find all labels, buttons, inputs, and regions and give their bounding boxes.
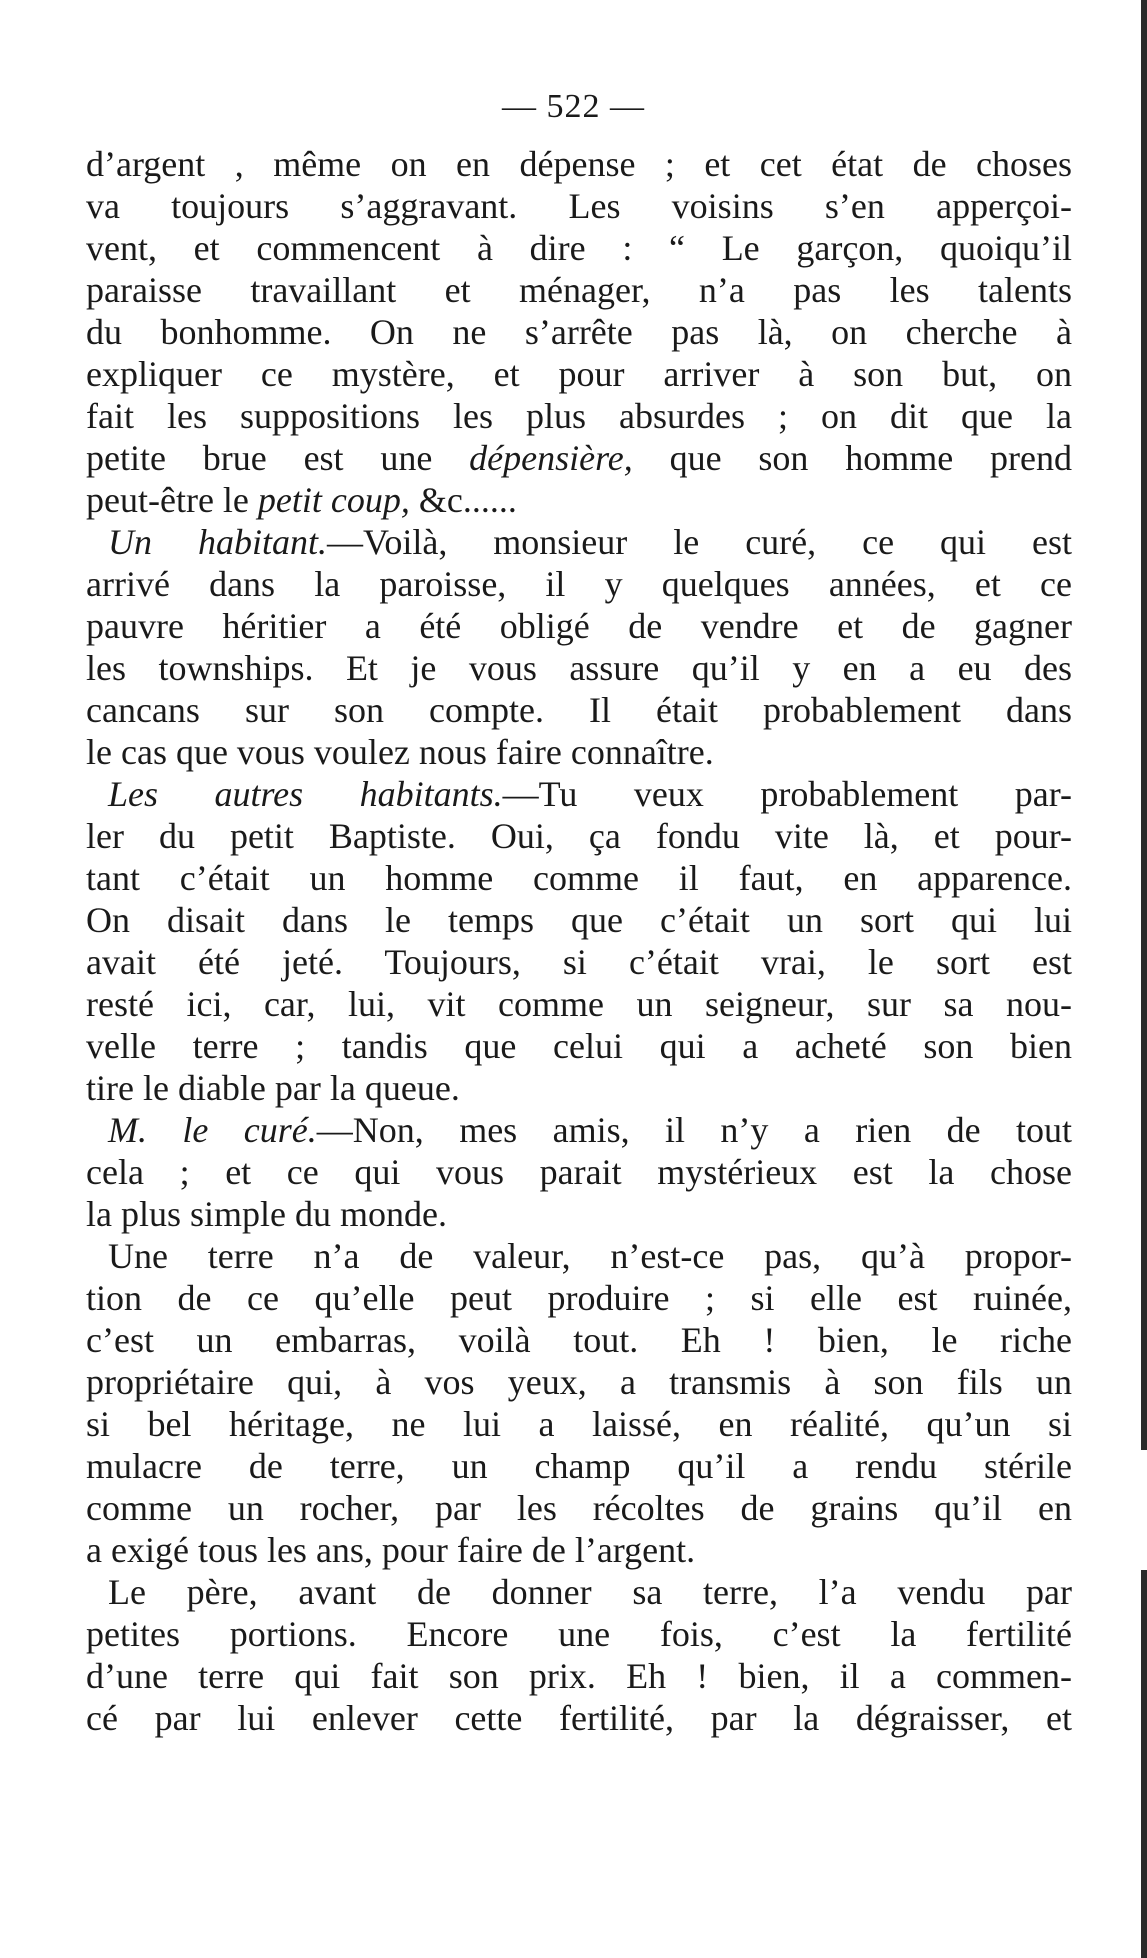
text-line: tire le diable par la queue. bbox=[86, 1068, 460, 1108]
dialogue-line: Les autres habitants.—Tu veux probablement par- bbox=[108, 774, 1072, 814]
text-line: mulacre de terre, un champ qu’il a rendu stérile bbox=[86, 1446, 1072, 1486]
text-line: velle terre ; tandis que celui qui a acheté son bien bbox=[86, 1026, 1072, 1066]
text-line: du bonhomme. On ne s’arrête pas là, on cherche à bbox=[86, 312, 1072, 352]
text-line: cé par lui enlever cette fertilité, par la dégraisser, et bbox=[86, 1698, 1072, 1738]
text-line: pauvre héritier a été obligé de vendre et de gagner bbox=[86, 606, 1072, 646]
speaker-label: Les autres habitants. bbox=[108, 774, 503, 814]
text-line: avait été jeté. Toujours, si c’était vrai, le sort est bbox=[86, 942, 1072, 982]
dialogue-line: Un habitant.—Voilà, monsieur le curé, ce qui est bbox=[108, 522, 1072, 562]
text-line: paraisse travaillant et ménager, n’a pas les talents bbox=[86, 270, 1072, 310]
dialogue-line: M. le curé.—Non, mes amis, il n’y a rien de tout bbox=[108, 1110, 1073, 1150]
text-line: d’une terre qui fait son prix. Eh ! bien, il a commen- bbox=[86, 1656, 1072, 1696]
text-line: fait les suppositions les plus absurdes ; on dit que la bbox=[86, 396, 1072, 436]
text-line: peut-être le petit coup, &c...... bbox=[86, 480, 517, 520]
text-line: tion de ce qu’elle peut produire ; si elle est ruinée, bbox=[86, 1278, 1072, 1318]
text-line: tant c’était un homme comme il faut, en apparence. bbox=[86, 858, 1072, 898]
text-line: si bel héritage, ne lui a laissé, en réalité, qu’un si bbox=[86, 1404, 1072, 1444]
text-line: cancans sur son compte. Il était probablement dans bbox=[86, 690, 1072, 730]
text-line: vent, et commencent à dire : “ Le garçon, quoiqu’il bbox=[86, 228, 1072, 268]
text-line: Le père, avant de donner sa terre, l’a vendu par bbox=[108, 1572, 1072, 1612]
scan-edge bbox=[1141, 0, 1147, 1958]
text-line: resté ici, car, lui, vit comme un seigneur, sur sa nou- bbox=[86, 984, 1072, 1024]
text-line: petite brue est une dépensière, que son homme prend bbox=[86, 438, 1072, 478]
text-line: arrivé dans la paroisse, il y quelques années, et ce bbox=[86, 564, 1072, 604]
page-number: — 522 — bbox=[502, 88, 645, 125]
text-line: ler du petit Baptiste. Oui, ça fondu vite là, et pour- bbox=[86, 816, 1072, 856]
speaker-label: Un habitant. bbox=[108, 522, 327, 562]
text-line: va toujours s’aggravant. Les voisins s’en apperçoi- bbox=[86, 186, 1072, 226]
speaker-label: M. le curé. bbox=[108, 1110, 317, 1150]
text-line: comme un rocher, par les récoltes de grains qu’il en bbox=[86, 1488, 1072, 1528]
text-line: expliquer ce mystère, et pour arriver à son but, on bbox=[86, 354, 1072, 394]
text-line: c’est un embarras, voilà tout. Eh ! bien, le riche bbox=[86, 1320, 1072, 1360]
text-line: les townships. Et je vous assure qu’il y en a eu des bbox=[86, 648, 1072, 688]
text-line: On disait dans le temps que c’était un sort qui lui bbox=[86, 900, 1072, 940]
text-line: le cas que vous voulez nous faire connaître. bbox=[86, 732, 714, 772]
text-line: propriétaire qui, à vos yeux, a transmis à son fils un bbox=[86, 1362, 1072, 1402]
text-line: petites portions. Encore une fois, c’est la fertilité bbox=[86, 1614, 1072, 1654]
text-line: d’argent , même on en dépense ; et cet état de choses bbox=[86, 144, 1072, 184]
text-line: Une terre n’a de valeur, n’est-ce pas, qu’à propor- bbox=[108, 1236, 1072, 1276]
scan-edge-gap bbox=[1141, 1450, 1147, 1570]
text-line: cela ; et ce qui vous parait mystérieux est la chose bbox=[86, 1152, 1072, 1192]
text-line: a exigé tous les ans, pour faire de l’argent. bbox=[86, 1530, 696, 1570]
text-line: la plus simple du monde. bbox=[86, 1194, 447, 1234]
